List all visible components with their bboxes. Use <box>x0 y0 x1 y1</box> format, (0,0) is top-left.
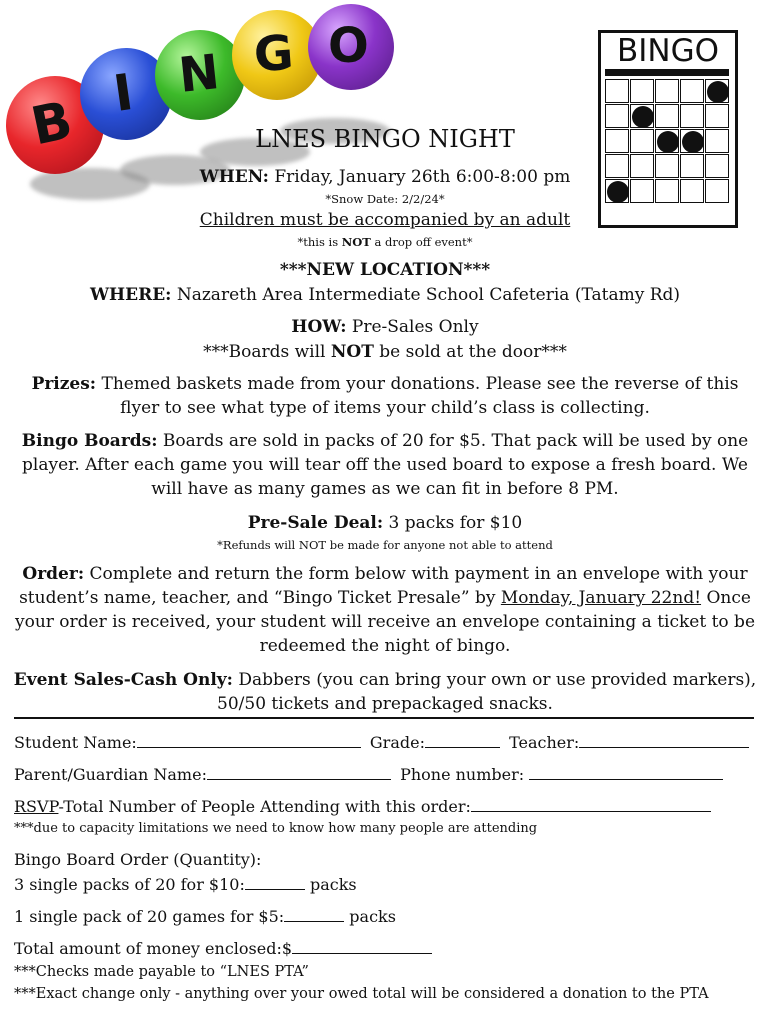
bingo-card-cell <box>680 154 704 178</box>
bingo-card-header-strip <box>605 69 729 76</box>
capacity-note: ***due to capacity limitations we need to know how many people are attending <box>14 821 538 836</box>
logo-letter: B <box>26 90 78 158</box>
bingo-card-cell <box>705 129 729 153</box>
form-divider <box>14 717 754 719</box>
where-line <box>0 283 770 307</box>
where-text: Nazareth Area Intermediate School Cafeteria (Tatamy Rd) <box>176 285 681 305</box>
bingo-card-cell <box>680 179 704 203</box>
total-enclosed-row: Total amount of money enclosed:$ <box>14 937 432 961</box>
bingo-card-cell <box>705 179 729 203</box>
when-line <box>150 165 620 189</box>
student-info-row: Student Name: Grade: Teacher: <box>14 731 759 755</box>
checks-note: ***Checks made payable to “LNES PTA” <box>14 964 309 980</box>
bingo-boards-paragraph: Bingo Boards: Boards are sold in packs of 20 for $5. That pack will be used by one player. After each game you will tear off the used board to expose a fresh board. We will have as many games as we can fit in before 8 PM. <box>21 431 749 499</box>
grade-field[interactable] <box>425 746 500 748</box>
bingo-card-cell <box>630 79 654 103</box>
bingo-card-cell <box>680 104 704 128</box>
phone-field[interactable] <box>529 778 723 780</box>
drop-off-note: *this is NOT a drop off event* <box>297 235 473 249</box>
order-deadline: Monday, January 22nd! <box>500 588 702 608</box>
bingo-card-cell <box>655 179 679 203</box>
logo-letter: I <box>110 62 137 124</box>
bingo-card-cell <box>655 154 679 178</box>
accompany-note: Children must be accompanied by an adult <box>199 210 571 230</box>
when-text: Friday, January 26th 6:00-8:00 pm <box>274 167 571 187</box>
parent-info-row: Parent/Guardian Name: Phone number: <box>14 763 759 787</box>
bingo-card-cell <box>630 129 654 153</box>
bingo-card-marker <box>632 106 654 128</box>
boards-door-note: ***Boards will NOT be sold at the door*** <box>203 342 567 362</box>
bingo-card-marker <box>657 131 679 153</box>
when-label: WHEN: <box>199 167 269 187</box>
how-label: HOW: <box>291 317 347 337</box>
presale-line: Pre-Sale Deal: 3 packs for $10 <box>247 513 523 533</box>
bingo-card-marker <box>682 131 704 153</box>
bingo-card-cell <box>605 104 629 128</box>
one-pack-qty-field[interactable] <box>284 920 344 922</box>
refunds-note: *Refunds will NOT be made for anyone not able to attend <box>217 538 553 552</box>
bingo-card-cell <box>680 79 704 103</box>
bingo-card-cell <box>705 154 729 178</box>
teacher-field[interactable] <box>579 746 749 748</box>
logo-letter: G <box>252 24 296 84</box>
bingo-card-cell <box>630 179 654 203</box>
prizes-paragraph: Prizes: Themed baskets made from your donations. Please see the reverse of this flyer to see what type of items your child’s class is collecting. <box>31 374 739 418</box>
new-location: ***NEW LOCATION*** <box>279 260 491 280</box>
where-label: WHERE: <box>89 285 172 305</box>
bingo-card-title: BINGO <box>616 33 720 69</box>
bingo-card-marker <box>707 81 729 103</box>
three-packs-qty-field[interactable] <box>245 888 305 890</box>
rsvp-count-field[interactable] <box>471 810 711 812</box>
total-amount-field[interactable] <box>292 952 432 954</box>
how-text: Pre-Sales Only <box>351 317 479 337</box>
exact-change-note: ***Exact change only - anything over your owed total will be considered a donation to the PTA <box>14 986 709 1002</box>
bingo-card-cell <box>705 104 729 128</box>
logo-letter: N <box>176 44 222 104</box>
bingo-card-cell <box>605 129 629 153</box>
student-name-field[interactable] <box>137 746 361 748</box>
bingo-card-grid <box>605 75 729 219</box>
option-three-packs: 3 single packs of 20 for $10: packs <box>14 875 357 894</box>
event-sales-paragraph: Event Sales-Cash Only: Dabbers (you can bring your own or use provided markers), 50/50 tickets and prepackaged snacks. <box>13 670 757 714</box>
board-order-heading: Bingo Board Order (Quantity): <box>14 850 262 869</box>
order-paragraph: Order: Complete and return the form below with payment in an envelope with your student’s name, teacher, and “Bingo Ticket Presale” by Monday, January 22nd! Once your order is received, your student will receive an envelope containing a ticket to be redeemed the night of bingo. <box>14 564 755 656</box>
logo-letter: O <box>328 18 369 74</box>
bingo-card-cell <box>605 79 629 103</box>
snow-date: *Snow Date: 2/2/24* <box>325 192 445 206</box>
bingo-card-cell <box>655 104 679 128</box>
event-title: LNES BINGO NIGHT <box>255 125 515 153</box>
how-line <box>0 315 770 339</box>
parent-name-field[interactable] <box>207 778 391 780</box>
ball-n <box>155 30 245 120</box>
bingo-card-cell <box>655 79 679 103</box>
bingo-card-cell <box>630 154 654 178</box>
ball-o <box>308 4 394 90</box>
option-one-pack: 1 single pack of 20 games for $5: packs <box>14 907 396 926</box>
rsvp-row: RSVP-Total Number of People Attending with this order: <box>14 795 759 819</box>
